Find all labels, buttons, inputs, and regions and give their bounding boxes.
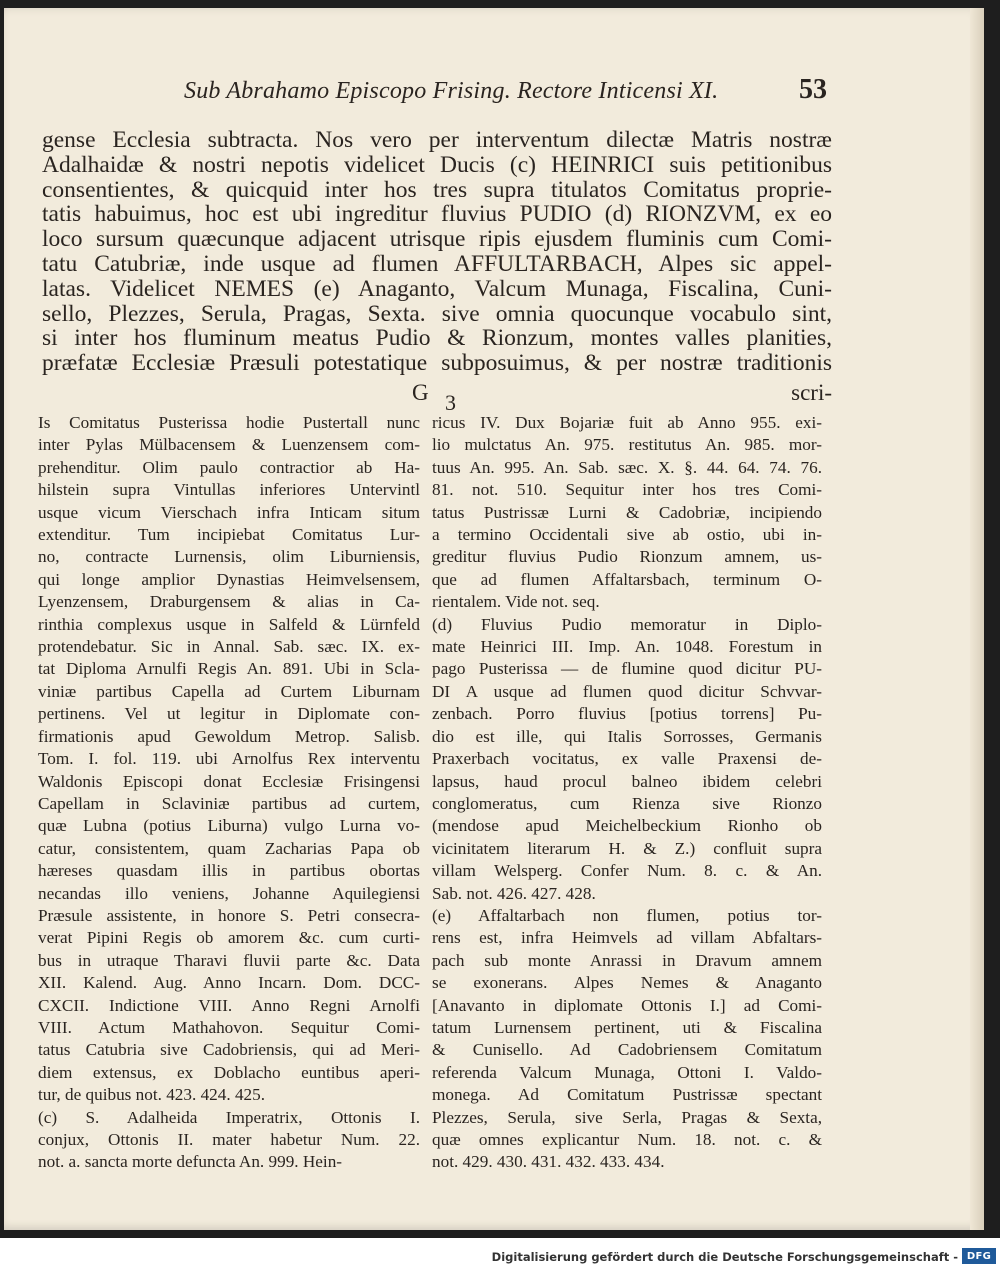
signature-number: 3 bbox=[445, 390, 456, 415]
footnote-line: que ad flumen Affaltarsbach, terminum O- bbox=[432, 569, 822, 589]
footnote-line: extenditur. Tum incipiebat Comitatus Lur- bbox=[38, 525, 420, 545]
footnote-line: tuus An. 995. An. Sab. sæc. X. §. 44. 64. 74. 76. bbox=[432, 457, 822, 477]
footnote-line: referenda Valcum Munaga, Ottoni I. Valdo- bbox=[432, 1062, 822, 1082]
footnote-line: Sab. not. 426. 427. 428. bbox=[432, 883, 596, 903]
footnote-line: Waldonis Episcopi donat Ecclesiæ Frisingensi bbox=[38, 771, 420, 791]
main-text-line: consentientes, & quicquid inter hos tres supra titulatos Comitatus proprie- bbox=[42, 176, 832, 203]
footnote-line: 81. not. 510. Sequitur inter hos tres Comi- bbox=[432, 480, 822, 500]
footnote-line: not. a. sancta morte defuncta An. 999. Hein- bbox=[38, 1152, 343, 1172]
footnote-line: Capellam in Sclaviniæ partibus ad curtem, bbox=[38, 793, 420, 813]
main-text-line: gense Ecclesia subtracta. Nos vero per interventum dilectæ Matris nostræ bbox=[42, 127, 832, 153]
footnote-line: usque vicum Vierschach infra Inticam situm bbox=[38, 502, 420, 522]
footnote-line: vicinitatem literarum H. & Z.) confluit supra bbox=[432, 838, 822, 858]
footnote-line: Plezzes, Serula, sive Serla, Pragas & Sexta, bbox=[432, 1107, 822, 1127]
footnote-line: rens est, infra Heimvels ad villam Abfaltars- bbox=[432, 928, 822, 948]
footnote-line: verat Pipini Regis ob amorem &c. cum curti- bbox=[38, 928, 420, 948]
footnote-line: greditur fluvius Pudio Rionzum amnem, us- bbox=[432, 547, 822, 567]
footnote-line: lapsus, haud procul balneo ibidem celebri bbox=[432, 771, 822, 791]
main-text-line: tatu Catubriæ, inde usque ad flumen AFFULTARBACH, Alpes sic appel- bbox=[42, 250, 832, 277]
footnote-line: qui longe amplior Dynastias Heimvelsensem, bbox=[38, 569, 420, 589]
footnote-line: zenbach. Porro fluvius [potius torrens] Pu- bbox=[432, 704, 822, 724]
footnote-line: no, contracte Lurnensis, olim Liburniensis, bbox=[38, 547, 420, 567]
main-text-line: si inter hos fluminum meatus Pudio & Rionzum, montes valles planities, bbox=[42, 325, 832, 352]
footnote-line: se exonerans. Alpes Nemes & Anaganto bbox=[432, 973, 822, 993]
page-number: 53 bbox=[799, 74, 827, 105]
footnote-line: hæreses quasdam illis in partibus obortas bbox=[38, 861, 420, 881]
footnote-line: lio mulctatus An. 975. restitutus An. 985. mor- bbox=[432, 435, 822, 455]
footnote-line: XII. Kalend. Aug. Anno Incarn. Dom. DCC- bbox=[38, 973, 420, 993]
footer-bar bbox=[0, 1246, 1000, 1270]
footnote-line: Is Comitatus Pusterissa hodie Pustertall nunc bbox=[38, 413, 420, 432]
footnote-line: (c) S. Adalheida Imperatrix, Ottonis I. bbox=[38, 1107, 420, 1127]
footnote-line: a termino Occidentali sive ab ostio, ubi in- bbox=[432, 525, 822, 545]
footnote-line: VIII. Actum Mathahovon. Sequitur Comi- bbox=[38, 1017, 420, 1037]
footnote-line: tatus Catubria sive Cadobriensis, qui ad Meri- bbox=[38, 1040, 420, 1060]
footnote-line: pach sub monte Anrassi in Dravum amnem bbox=[432, 950, 822, 970]
footnote-line: tat Diploma Arnulfi Regis An. 891. Ubi in Scla- bbox=[38, 659, 420, 679]
footnote-line: mate Heinrici III. Imp. An. 1048. Forestum in bbox=[432, 637, 822, 657]
footnote-line: (e) Affaltarbach non flumen, potius tor- bbox=[432, 905, 822, 925]
main-text bbox=[42, 128, 832, 376]
main-text-line: præfatæ Ecclesiæ Præsuli potestatique subposuimus, & per nostræ traditionis bbox=[42, 350, 832, 377]
footnote-line: conglomeratus, cum Rienza sive Rionzo bbox=[432, 793, 822, 813]
footnote-line: diem extensus, ex Doblacho euntibus aperi- bbox=[38, 1062, 420, 1082]
footnote-line: inter Pylas Mülbacensem & Luenzensem com- bbox=[38, 435, 420, 455]
footnote-line: monega. Ad Comitatum Pustrissæ spectant bbox=[432, 1085, 822, 1105]
footnote-line: (mendose apud Meichelbeckium Rionho ob bbox=[432, 816, 822, 836]
footnote-line: not. 429. 430. 431. 432. 433. 434. bbox=[432, 1152, 665, 1172]
footnote-line: conjux, Ottonis II. mater habetur Num. 22. bbox=[38, 1130, 420, 1149]
footnote-line: necandas illo veniens, Johanne Aquilegiensi bbox=[38, 883, 420, 903]
footnote-line: rinthia complexus usque in Salfeld & Lürnfeld bbox=[38, 614, 420, 634]
main-text-line: tatis habuimus, hoc est ubi ingreditur fluvius PUDIO (d) RIONZVM, ex eo bbox=[42, 201, 832, 228]
footnote-line: viniæ partibus Capella ad Curtem Liburnam bbox=[38, 681, 420, 701]
footnote-line: pertinens. Vel ut legitur in Diplomate con- bbox=[38, 704, 420, 724]
footnote-line: Præsule assistente, in honore S. Petri consecra- bbox=[38, 905, 420, 925]
footnote-line: DI A usque ad flumen quod dicitur Schvvar- bbox=[432, 681, 822, 701]
footnote-line: tatus Pustrissæ Lurni & Cadobriæ, incipiendo bbox=[432, 502, 822, 522]
footnote-line: quæ Lubna (potius Liburna) vulgo Lurna vo- bbox=[38, 816, 420, 836]
footnote-line: quæ omnes explicantur Num. 18. not. c. & bbox=[432, 1130, 822, 1149]
footnote-line: Tom. I. fol. 119. ubi Arnolfus Rex interventu bbox=[38, 749, 420, 769]
footnote-line: Praxerbach vocitatus, ex valle Praxensi de- bbox=[432, 749, 822, 769]
book-page bbox=[4, 8, 984, 1230]
footnote-line: [Anavanto in diplomate Ottonis I.] ad Comi- bbox=[432, 995, 822, 1015]
footnote-line: prehenditur. Olim paulo contractior ab Ha- bbox=[38, 457, 420, 477]
footnote-line: villam Welsperg. Confer Num. 8. c. & An. bbox=[432, 861, 822, 881]
signature-row bbox=[42, 380, 832, 415]
running-head: Sub Abrahamo Episcopo Frising. Rectore Inticensi XI. bbox=[184, 78, 719, 104]
signature-mark: G bbox=[412, 380, 429, 405]
footnote-line: rientalem. Vide not. seq. bbox=[432, 592, 600, 612]
footnote-line: pago Pusterissa — de flumine quod dicitur PU- bbox=[432, 659, 822, 679]
footnote-line: catur, consistentem, quam Zacharias Papa ob bbox=[38, 838, 420, 858]
main-text-line: Adalhaidæ & nostri nepotis videlicet Ducis (c) HEINRICI suis petitionibus bbox=[42, 151, 832, 178]
footnote-line: tatum Lurnensem pertinent, uti & Fiscalina bbox=[432, 1017, 822, 1037]
page-edge bbox=[970, 8, 984, 1230]
main-text-line: latas. Videlicet NEMES (e) Anaganto, Valcum Munaga, Fiscalina, Cuni- bbox=[42, 275, 832, 302]
footnote-line: tur, de quibus not. 423. 424. 425. bbox=[38, 1085, 266, 1105]
main-text-line: sello, Plezzes, Serula, Pragas, Sexta. sive omnia quocunque vocabulo sint, bbox=[42, 300, 832, 327]
footnote-line: (d) Fluvius Pudio memoratur in Diplo- bbox=[432, 614, 822, 634]
footnote-line: dio est ille, qui Italis Sorrosses, Germanis bbox=[432, 726, 822, 746]
footnotes-left-column bbox=[38, 412, 420, 1174]
footnote-line: Lyenzensem, Draburgensem & alias in Ca- bbox=[38, 592, 420, 612]
footnote-line: protendebatur. Sic in Annal. Sab. sæc. IX. ex- bbox=[38, 637, 420, 657]
footnote-line: bus in utraque Tharavi fluvii parte &c. Data bbox=[38, 950, 420, 970]
footnote-line: ricus IV. Dux Bojariæ fuit ab Anno 955. exi- bbox=[432, 413, 822, 432]
footnotes-right-column bbox=[432, 412, 822, 1174]
main-text-line: loco sursum quæcunque adjacent utrisque ripis ejusdem fluminis cum Comi- bbox=[42, 226, 832, 253]
footnote-line: hilstein supra Vintullas inferiores Untervintl bbox=[38, 480, 420, 500]
footnote-line: & Cunisello. Ad Cadobriensem Comitatum bbox=[432, 1040, 822, 1060]
funding-notice: Digitalisierung gefördert durch die Deutsche Forschungsgemeinschaft - bbox=[491, 1250, 958, 1264]
catchword: scri- bbox=[791, 380, 832, 405]
footnote-line: firmationis apud Gewoldum Metrop. Salisb. bbox=[38, 726, 420, 746]
footnote-line: CXCII. Indictione VIII. Anno Regni Arnolfi bbox=[38, 995, 420, 1015]
dfg-logo: DFG bbox=[962, 1248, 996, 1264]
